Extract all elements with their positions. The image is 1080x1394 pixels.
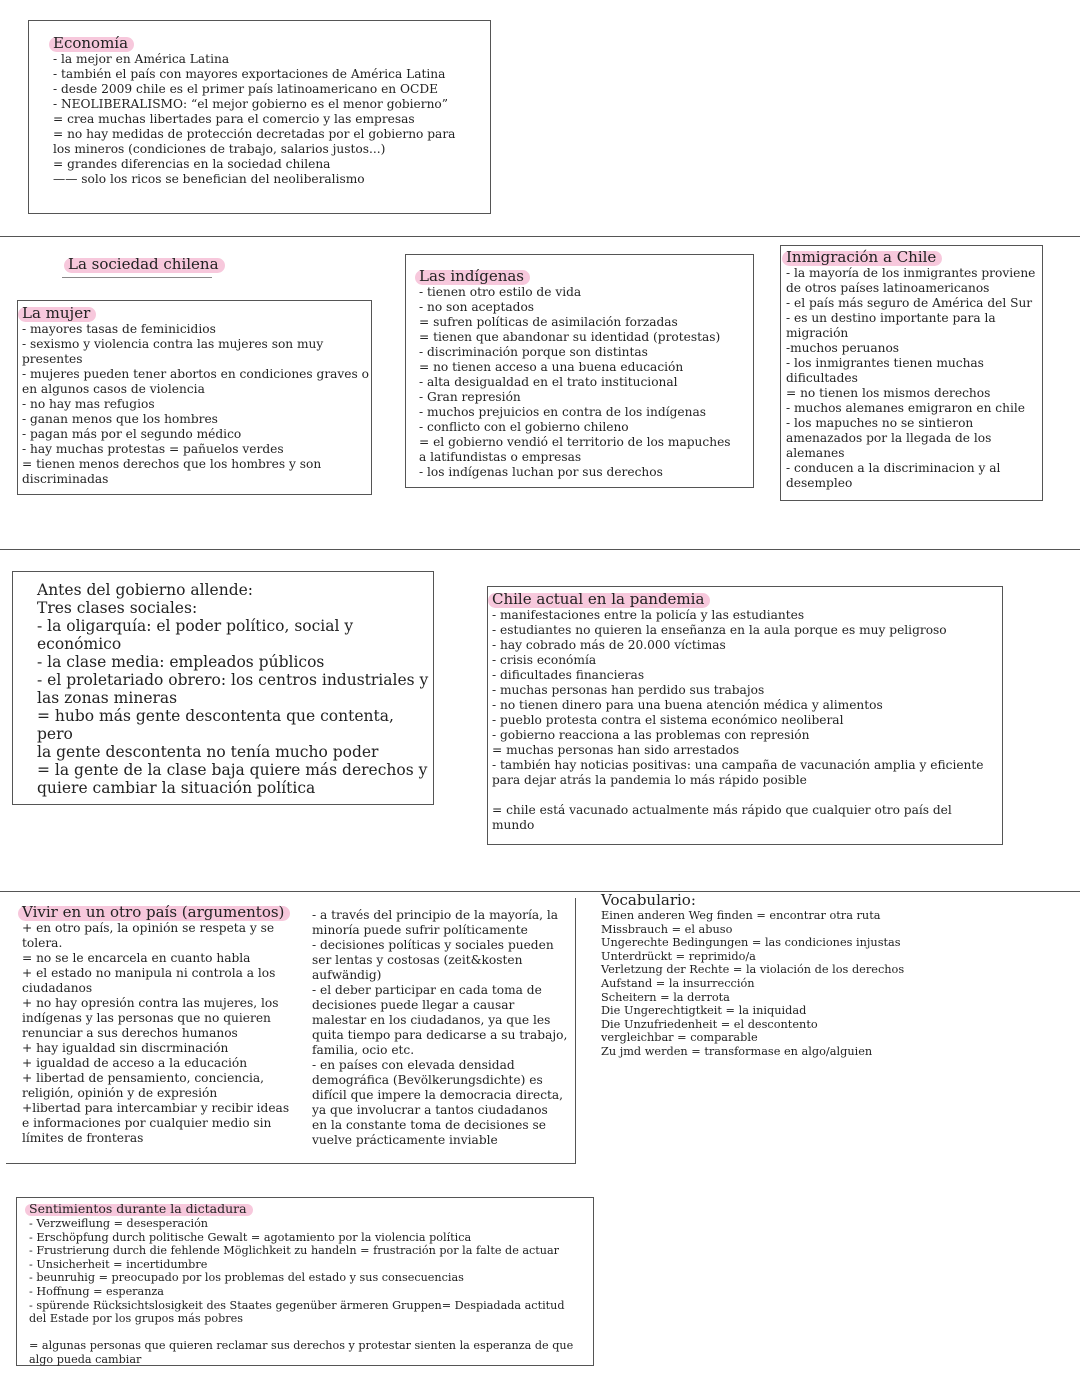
sociedad-heading [68,255,219,273]
inmigracion-text: - la mayoría de los inmigrantes proviene de otros países latinoamericanos - el país más seguro de América del Sur - es un destino importante para la migración -muchos peruanos - los inmigrantes tienen muchas dificultades = no tienen los mismos derechos - muchos alemanes emigraron en chile - los mapuches no se sintieron amenazados por la llegada de los alemanes - conducen a la discriminacion y al desempleo [786,266,1036,490]
mujer-box [17,300,372,495]
indigenas-title: Las indígenas [419,267,525,285]
pandemia-text: - manifestaciones entre la policía y las estudiantes - estudiantes no quieren la enseñanza en la aula porque es muy peligroso - hay cobrado más de 20.000 víctimas - crisis económía - dificultades financieras - muchas personas han perdido sus trabajos - no tienen dinero para una buena atención médica y alimentos - pueblo protesta contra el sistema económico neoliberal - gobierno reacciona a las problemas con represión = muchas personas han sido arrestados - también hay noticias positivas: una campaña de vacunación amplia y eficiente para dejar atrás la pandemia lo más rápido posible = chile está vacunado actualmente más rápido que cualquier otro país del mundo [492,608,984,832]
sentimientos-text: - Verzweiflung = desesperación - Erschöpfung durch politische Gewalt = agotamiento por la violencia política - Frustrierung durch die fehlende Möglichkeit zu handeln = frustración por la falte de actuar - Unsicherheit = incertidumbre - beunruhig = preocupado por los problemas del estado y sus consecuencias - Hoffnung = esperanza - spürende Rücksichtslosigkeit des Staates gegenüber ärmeren Gruppen= Despiadada actitud del Estade por los grupos más pobres = algunas personas que quieren reclamar sus derechos y protestar sienten la esperanza de que algo pueda cambiar [29,1217,574,1366]
vivir-pros: + en otro país, la opinión se respeta y se tolera. = no se le encarcela en cuanto habla + el estado no manipula ni controla a los ciudadanos + no hay opresión contra las mujeres, los indígenas y las personas que no quieren renunciar a sus derechos humanos + hay igualdad sin discrminación + igualdad de acceso a la educación + libertad de pensamiento, conciencia, religión, opinión y de expresión +libertad para intercambiar y recibir ideas e informaciones por cualquier medio sin límites de fronteras [22,921,290,1145]
sociedad-underline [62,277,212,278]
economia-title: Economía [53,34,129,52]
vocabulario-list: Einen anderen Weg finden = encontrar otra ruta Missbrauch = el abuso Ungerechte Bedingungen = las condiciones injustas Unterdrückt = reprimido/a Verletzung der Rechte = la violación de los derechos Aufstand = la insurrección Scheitern = la derrota Die Ungerechtigtkeit = la iniquidad Die Unzufriedenheit = el descontento vergleichbar = comparable Zu jmd werden = transformase en algo/alguien [601,909,905,1058]
economia-text: - la mejor en América Latina - también el país con mayores exportaciones de América Latina - desde 2009 chile es el primer país latinoamericano en OCDE - NEOLIBERALISMO: “el mejor gobierno es el menor gobierno” = crea muchas libertades para el comercio y las empresas = no hay medidas de protección decretadas por el gobierno para los mineros (condiciones de trabajo, salarios justos...) = grandes diferencias en la sociedad chilena —— solo los ricos se benefician del neoliberalismo [53,52,456,186]
divider-1 [0,236,1080,237]
mujer-text: - mayores tasas de feminicidios - sexismo y violencia contra las mujeres son muy presentes - mujeres pueden tener abortos en condiciones graves o en algunos casos de violencia - no hay mas refugios - ganan menos que los hombres - pagan más por el segundo médico - hay muchas protestas = pañuelos verdes = tienen menos derechos que los hombres y son discriminadas [22,322,369,486]
indigenas-box [405,254,754,488]
vivir-cons: - a través del principio de la mayoría, la minoría puede sufrir políticamente - decisiones políticas y sociales pueden ser lentas y costosas (zeit&kosten aufwändig) - el deber participar en cada toma de decisiones puede llegar a causar malestar en los ciudadanos, ya que les quita tiempo para dedicarse a su trabajo, familia, ocio etc. - en países con elevada densidad demográfica (Bevölkerungsdichte) es difícil que impere la democracia directa, ya que involucrar a tantos ciudadanos en la constante toma de decisiones se vuelve prácticamente inviable [312,908,568,1147]
inmigracion-box [780,245,1043,501]
sentimientos-box [16,1197,594,1366]
pandemia-box [487,586,1003,845]
divider-2 [0,549,1080,550]
vocabulario-title: Vocabulario: [601,891,696,909]
economia-box [28,20,491,214]
vocabulario-section [601,892,1071,1059]
indigenas-text: - tienen otro estilo de vida - no son aceptados = sufren políticas de asimilación forzadas = tienen que abandonar su identidad (protestas) - discriminación porque son distintas = no tienen acceso a una buena educación - alta desigualdad en el trato institucional - Gran represión - muchos prejuicios en contra de los indígenas - conflicto con el gobierno chileno = el gobierno vendió el territorio de los mapuches a latifundistas o empresas - los indígenas luchan por sus derechos [419,285,731,479]
vivir-section [6,898,576,1164]
vivir-title: Vivir en un otro país (argumentos) [22,903,285,921]
vivir-col1 [22,902,312,1146]
antes-box [12,571,434,805]
inmigracion-title: Inmigración a Chile [786,248,937,266]
mujer-title: La mujer [22,304,91,322]
sociedad-title: La sociedad chilena [68,255,219,273]
pandemia-title: Chile actual en la pandemia [492,590,705,608]
antes-text: Antes del gobierno allende: Tres clases sociales: - la oligarquía: el poder político, social y económico - la clase media: empleados públicos - el proletariado obrero: los centros industriales y las zonas mineras = hubo más gente descontenta que contenta, pero la gente descontenta no tenía mucho poder = la gente de la clase baja quiere más derechos y quiere cambiar la situación política [37,581,429,797]
sentimientos-title: Sentimientos durante la dictadura [29,1201,247,1216]
